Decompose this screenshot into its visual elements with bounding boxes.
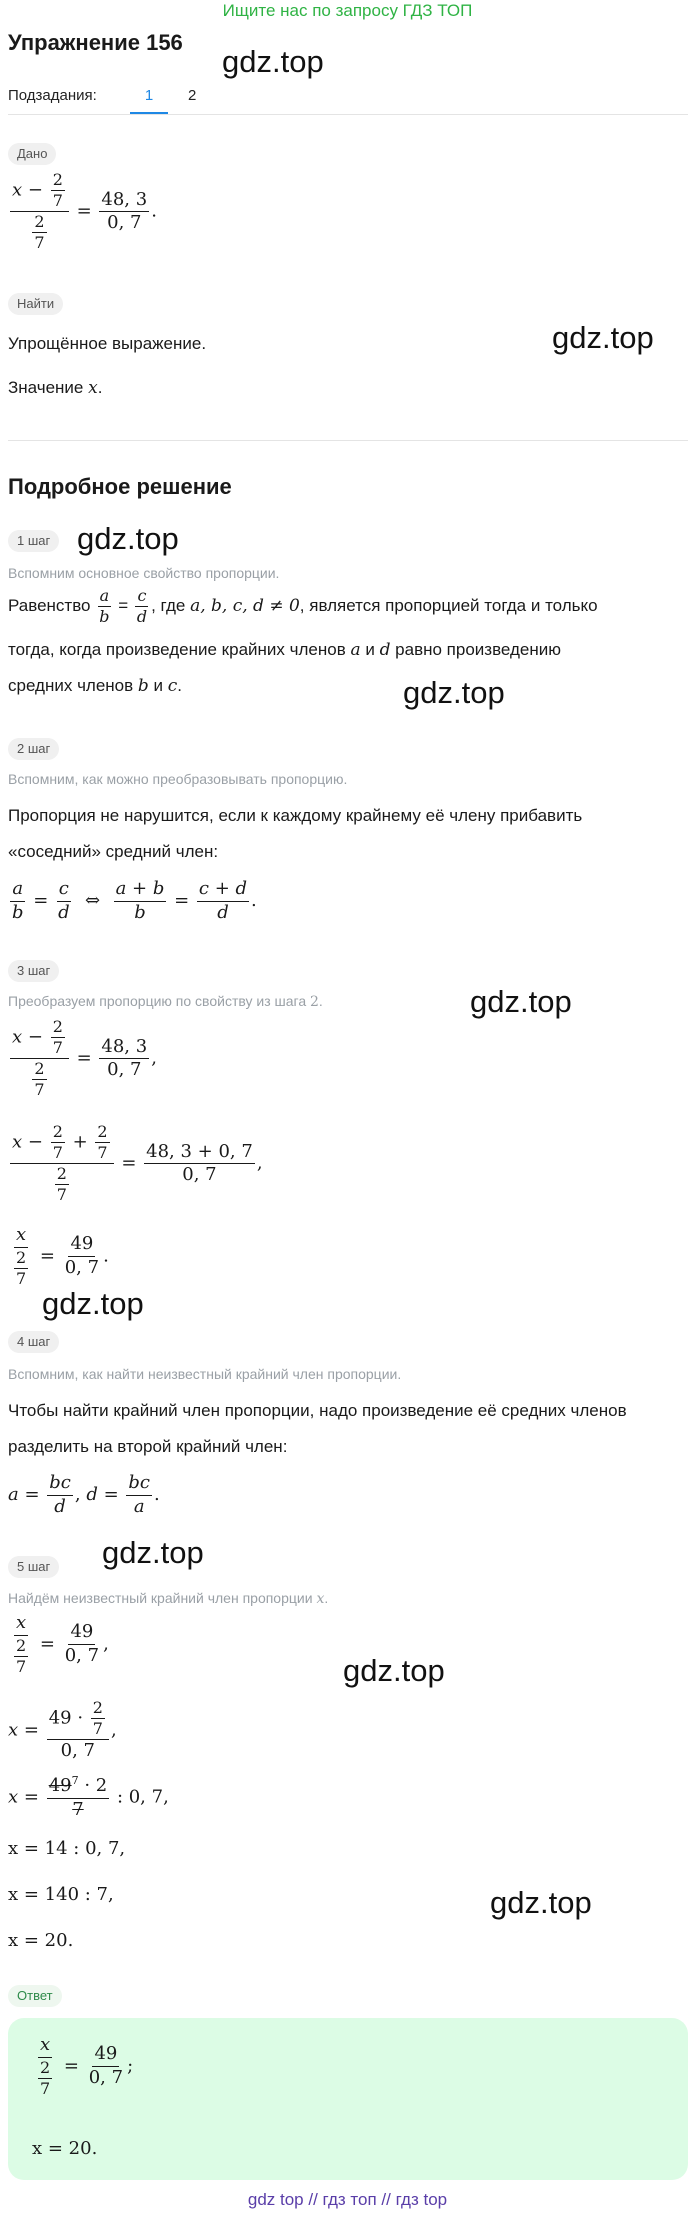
watermark: gdz.top bbox=[470, 984, 572, 1019]
step-3-hint: Преобразуем пропорцию по свойству из шага 2. bbox=[8, 993, 323, 1010]
tab-subtask-2[interactable]: 2 bbox=[188, 87, 197, 104]
step-3-formula-3: $\frac{x}{\frac{2}{7}}$ = $\frac{49}{0, 7}$ . bbox=[16, 1224, 109, 1288]
step-1-text-line-1: Равенство $\frac{a}{b}$ = $\frac{c}{d}$ , где a, b, c, d ≠ 0, является пропорцией тогда и только bbox=[8, 586, 598, 626]
answer-final: x = 20. bbox=[32, 2138, 98, 2159]
step-4-formula: a = $\frac{bc}{d}$ , d = $\frac{bc}{a}$ . bbox=[8, 1472, 160, 1517]
find-badge: Найти bbox=[8, 293, 63, 315]
answer-formula: $\frac{x}{\frac{2}{7}}$ = $\frac{49}{0, 7}$ ; bbox=[40, 2034, 134, 2098]
watermark: gdz.top bbox=[77, 521, 179, 556]
step-2-hint: Вспомним, как можно преобразовывать пропорцию. bbox=[8, 771, 348, 787]
given-equation: x − $\frac{2}{7}$ $\frac{2}{7}$ = $\frac{48, 3}{0, 7}$ . bbox=[12, 170, 157, 252]
step-5-line-1: x = 14 : 0, 7, bbox=[8, 1838, 126, 1859]
find-item-value: Значение x. bbox=[8, 378, 103, 398]
step-5-line-3: x = 20. bbox=[8, 1930, 74, 1951]
given-badge: Дано bbox=[8, 143, 56, 165]
step-3-formula-1: x − $\frac{2}{7}$ $\frac{2}{7}$ = $\frac{48, 3}{0, 7}$ , bbox=[12, 1017, 157, 1099]
watermark: gdz.top bbox=[343, 1653, 445, 1688]
step-1-hint: Вспомним основное свойство пропорции. bbox=[8, 565, 280, 581]
step-2-text-line-1: Пропорция не нарушится, если к каждому крайнему её члену прибавить bbox=[8, 806, 583, 825]
footer-link-gdz-top-ru[interactable]: гдз топ bbox=[322, 2190, 377, 2209]
step-3-formula-2: x − $\frac{2}{7}$ + $\frac{2}{7}$ $\frac{2}{7}$ = $\frac{48, 3 + 0, 7}{0, 7}$ , bbox=[12, 1122, 263, 1204]
watermark: gdz.top bbox=[490, 1885, 592, 1920]
answer-box bbox=[8, 2018, 688, 2180]
step-1-badge: 1 шаг bbox=[8, 530, 59, 552]
step-3-badge: 3 шаг bbox=[8, 960, 59, 982]
step-2-badge: 2 шаг bbox=[8, 738, 59, 760]
step-1-text-line-3: средних членов b и c. bbox=[8, 676, 182, 696]
step-2-text-line-2: «соседний» средний член: bbox=[8, 842, 219, 861]
step-5-formula-1: $\frac{x}{\frac{2}{7}}$ = $\frac{49}{0, 7}$ , bbox=[16, 1612, 109, 1676]
watermark: gdz.top bbox=[403, 675, 505, 710]
answer-badge: Ответ bbox=[8, 1985, 62, 2007]
step-4-badge: 4 шаг bbox=[8, 1331, 59, 1353]
watermark: gdz.top bbox=[42, 1286, 144, 1321]
step-5-formula-2: x = 49 · $\frac{2}{7}$ 0, 7 , bbox=[8, 1698, 117, 1761]
promo-banner[interactable]: Ищите нас по запросу ГДЗ ТОП bbox=[222, 1, 473, 20]
footer-link-gdz-top-mixed[interactable]: гдз top bbox=[395, 2190, 448, 2209]
tab-subtask-1[interactable]: 1 bbox=[130, 87, 168, 114]
step-5-badge: 5 шаг bbox=[8, 1556, 59, 1578]
watermark: gdz.top bbox=[222, 44, 324, 79]
footer-link-gdz-top[interactable]: gdz top bbox=[247, 2190, 304, 2209]
step-4-hint: Вспомним, как найти неизвестный крайний член пропорции. bbox=[8, 1366, 402, 1382]
footer-links: gdz top // гдз топ // гдз top bbox=[247, 2190, 448, 2209]
step-5-line-2: x = 140 : 7, bbox=[8, 1884, 114, 1905]
solution-title: Подробное решение bbox=[8, 474, 232, 499]
page-title: Упражнение 156 bbox=[8, 30, 183, 55]
divider bbox=[8, 114, 688, 115]
find-item-expression: Упрощённое выражение. bbox=[8, 334, 207, 353]
step-2-formula: $\frac{a}{b}$ = $\frac{c}{d}$ ⇔ $\frac{a + b}{b}$ = $\frac{c + d}{d}$ . bbox=[12, 878, 257, 923]
step-5-hint: Найдём неизвестный крайний член пропорции x. bbox=[8, 1590, 329, 1607]
subtasks-label: Подзадания: bbox=[8, 87, 97, 104]
divider bbox=[8, 440, 688, 441]
watermark: gdz.top bbox=[102, 1535, 204, 1570]
watermark: gdz.top bbox=[552, 320, 654, 355]
step-4-text-line-2: разделить на второй крайний член: bbox=[8, 1437, 288, 1456]
step-1-text-line-2: тогда, когда произведение крайних членов a и d равно произведению bbox=[8, 640, 562, 660]
step-4-text-line-1: Чтобы найти крайний член пропорции, надо произведение её средних членов bbox=[8, 1401, 627, 1420]
step-5-formula-3: x = $\frac{49^7 \cdot 2}{7}$ : 0, 7, bbox=[8, 1774, 169, 1820]
